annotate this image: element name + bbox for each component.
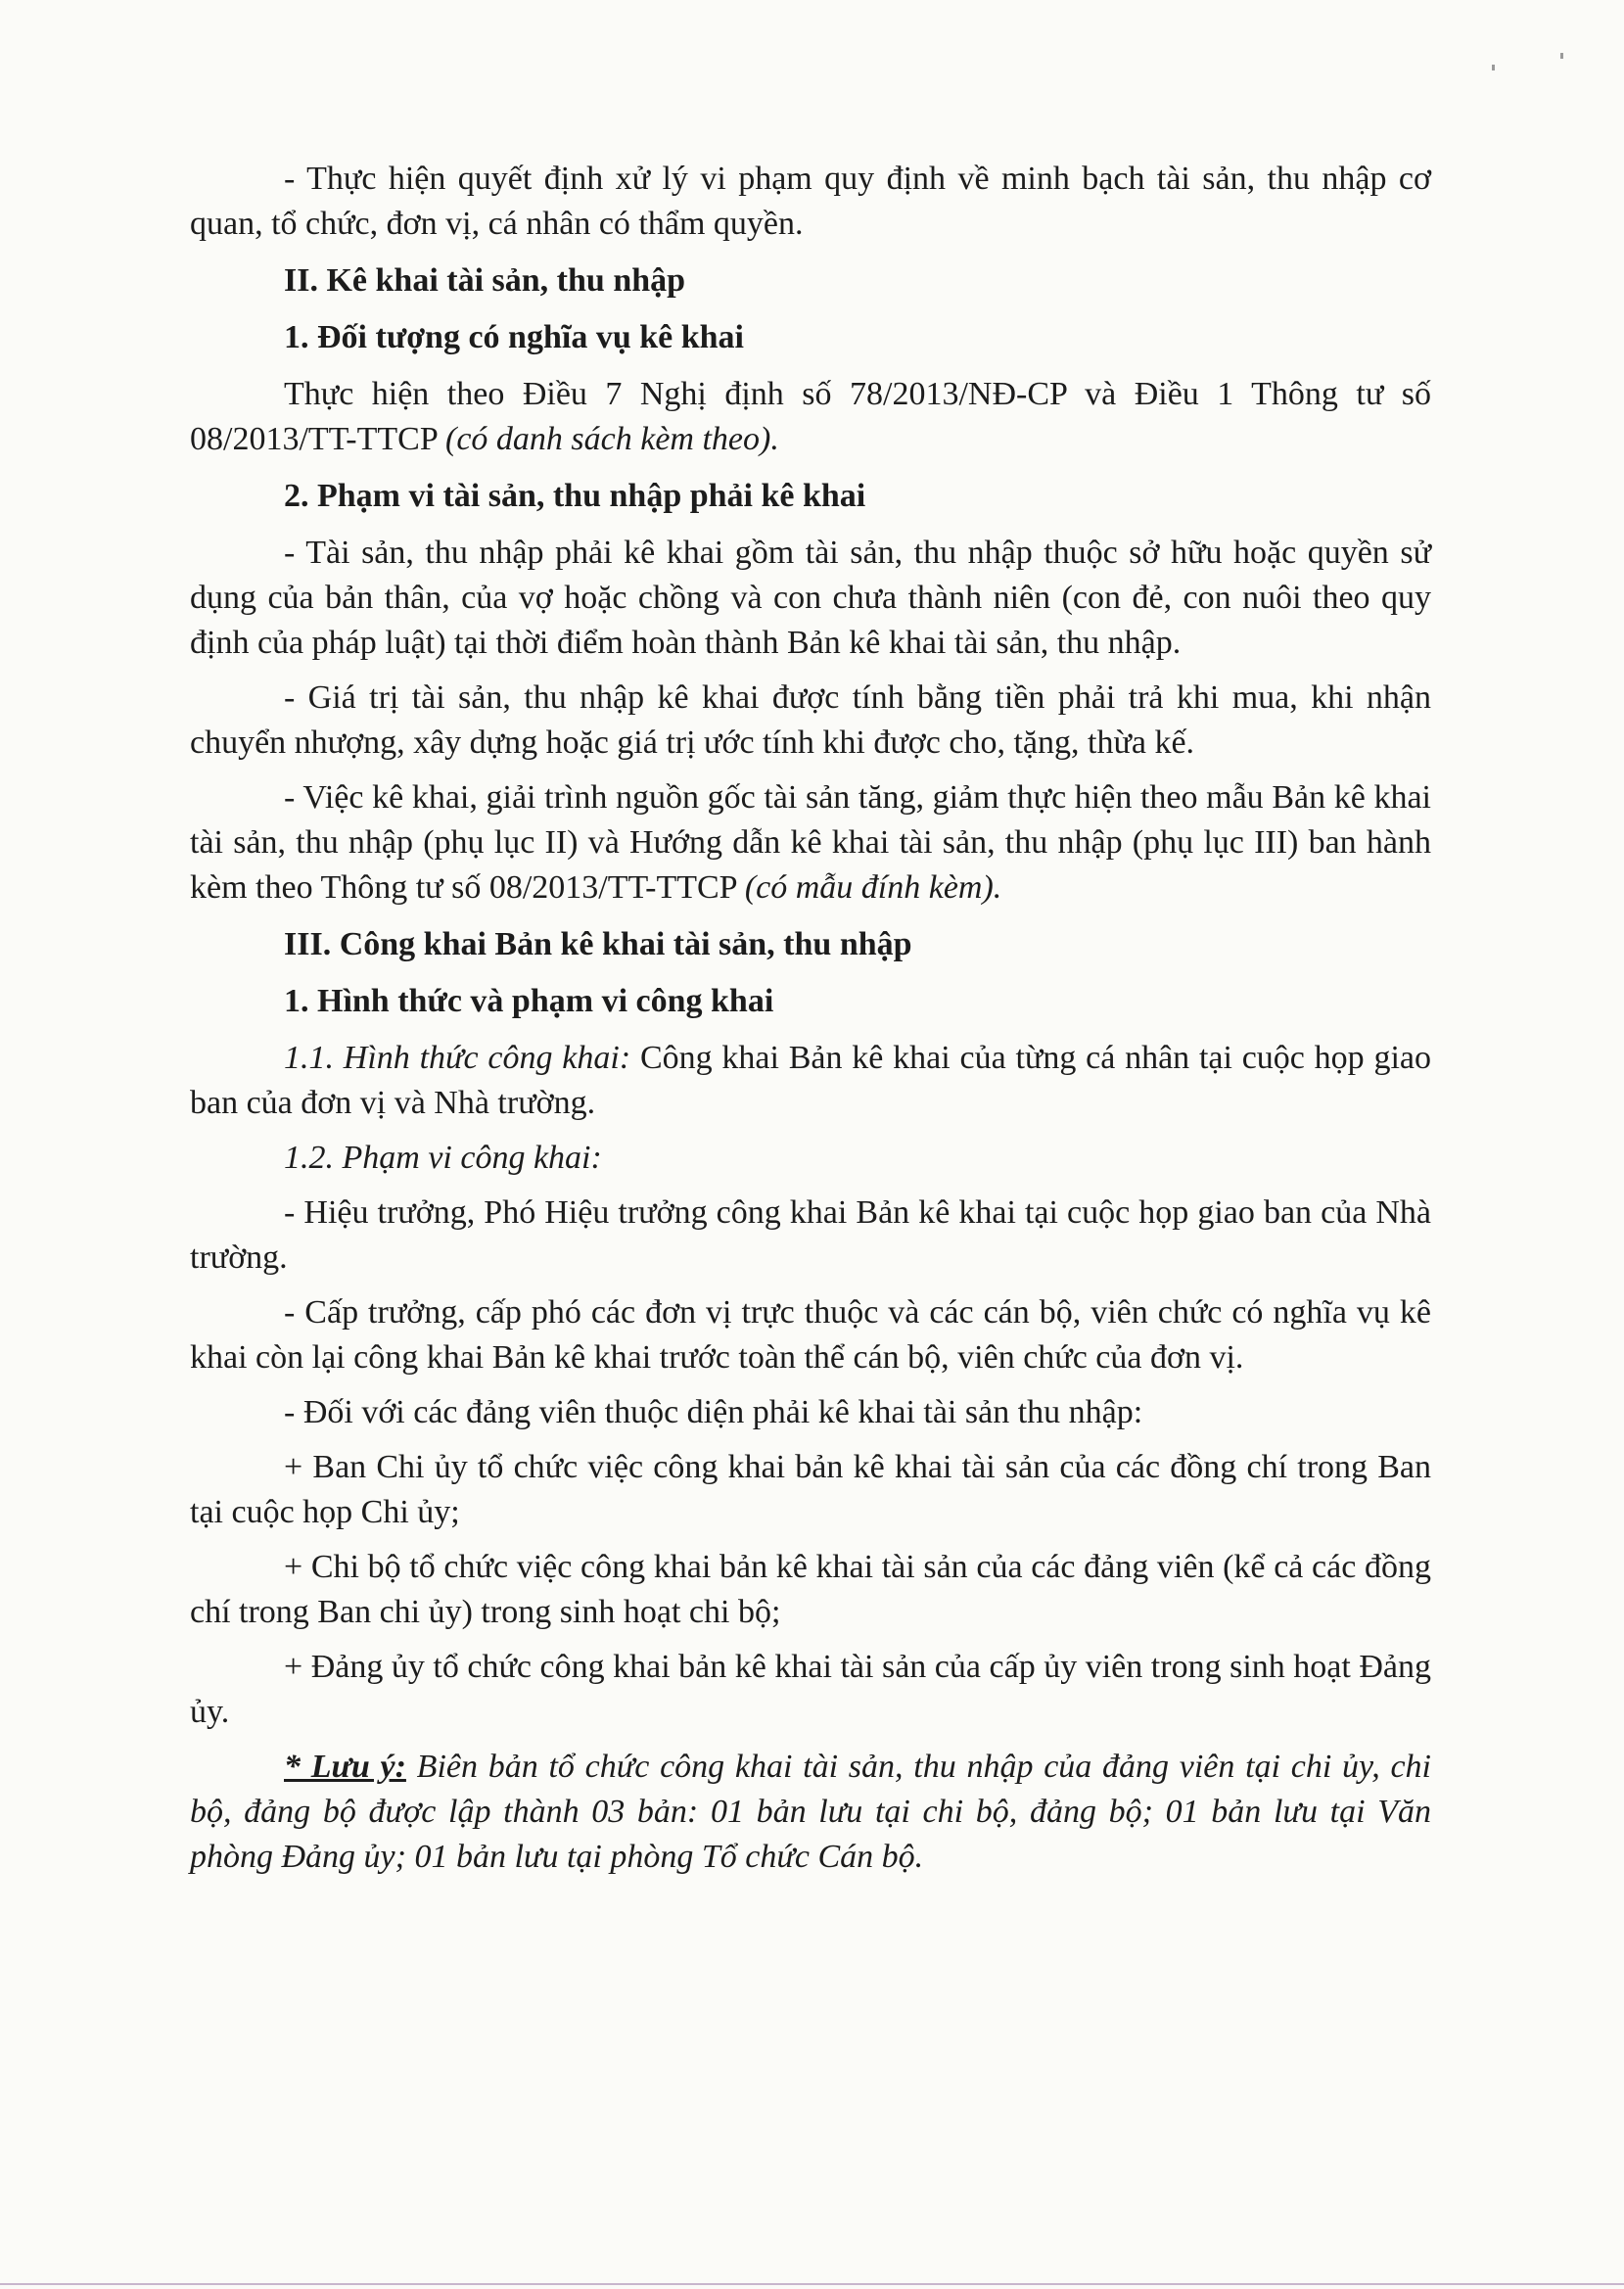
subsection-heading: 2. Phạm vi tài sản, thu nhập phải kê khai bbox=[284, 478, 866, 514]
scan-speck bbox=[1492, 65, 1495, 70]
document-body bbox=[190, 157, 1431, 1890]
paragraph-italic: 1.1. Hình thức công khai: bbox=[284, 1040, 631, 1076]
paragraph-text: Thực hiện theo Điều 7 Nghị định số 78/2013/NĐ-CP và Điều 1 Thông tư số 08/2013/TT-TTCP bbox=[190, 376, 1431, 457]
paragraph: + Ban Chi ủy tổ chức việc công khai bản kê khai tài sản của các đồng chí trong Ban tại cuộc họp Chi ủy; bbox=[190, 1449, 1431, 1530]
paragraph: 1.2. Phạm vi công khai: bbox=[284, 1140, 602, 1176]
subsection-heading: 1. Đối tượng có nghĩa vụ kê khai bbox=[284, 319, 744, 355]
paragraph bbox=[190, 372, 1431, 462]
note-paragraph bbox=[190, 1745, 1431, 1880]
page-edge-line bbox=[0, 2283, 1624, 2285]
paragraph: + Đảng ủy tổ chức công khai bản kê khai tài sản của cấp ủy viên trong sinh hoạt Đảng ủy. bbox=[190, 1649, 1431, 1730]
paragraph-italic: (có mẫu đính kèm). bbox=[744, 869, 1002, 906]
paragraph-text: - Việc kê khai, giải trình nguồn gốc tài sản tăng, giảm thực hiện theo mẫu Bản kê khai tài sản, thu nhập (phụ lục II) và Hướng dẫn kê khai tài sản, thu nhập (phụ lục III) ban hành kèm theo Thông tư số 08/2013/TT-TTCP bbox=[190, 779, 1431, 906]
paragraph: - Hiệu trưởng, Phó Hiệu trưởng công khai Bản kê khai tại cuộc họp giao ban của Nhà trường. bbox=[190, 1194, 1431, 1276]
scan-speck bbox=[1560, 53, 1563, 59]
paragraph: - Giá trị tài sản, thu nhập kê khai được tính bằng tiền phải trả khi mua, khi nhận chuyển nhượng, xây dựng hoặc giá trị ước tính khi được cho, tặng, thừa kế. bbox=[190, 679, 1431, 761]
paragraph: + Chi bộ tổ chức việc công khai bản kê khai tài sản của các đảng viên (kể cả các đồng chí trong Ban chi ủy) trong sinh hoạt chi bộ; bbox=[190, 1549, 1431, 1630]
paragraph-text: Công khai Bản kê khai của từng cá nhân tại cuộc họp giao ban của đơn vị và Nhà trường. bbox=[190, 1040, 1431, 1121]
section-heading: III. Công khai Bản kê khai tài sản, thu nhập bbox=[284, 926, 912, 962]
subsection-heading: 1. Hình thức và phạm vi công khai bbox=[284, 983, 774, 1019]
note-text: Biên bản tổ chức công khai tài sản, thu nhập của đảng viên tại chi ủy, chi bộ, đảng bộ được lập thành 03 bản: 01 bản lưu tại chi bộ, đảng bộ; 01 bản lưu tại Văn phòng Đảng ủy; 01 bản lưu tại phòng Tổ chức Cán bộ. bbox=[190, 1749, 1431, 1875]
paragraph bbox=[190, 775, 1431, 911]
paragraph: - Cấp trưởng, cấp phó các đơn vị trực thuộc và các cán bộ, viên chức có nghĩa vụ kê khai còn lại công khai Bản kê khai trước toàn thể cán bộ, viên chức của đơn vị. bbox=[190, 1294, 1431, 1376]
paragraph: - Đối với các đảng viên thuộc diện phải kê khai tài sản thu nhập: bbox=[284, 1394, 1143, 1430]
paragraph: - Thực hiện quyết định xử lý vi phạm quy định về minh bạch tài sản, thu nhập cơ quan, tổ chức, đơn vị, cá nhân có thẩm quyền. bbox=[190, 161, 1431, 242]
section-heading: II. Kê khai tài sản, thu nhập bbox=[284, 262, 686, 299]
paragraph-italic: (có danh sách kèm theo). bbox=[445, 421, 779, 457]
paragraph: - Tài sản, thu nhập phải kê khai gồm tài sản, thu nhập thuộc sở hữu hoặc quyền sử dụng của bản thân, của vợ hoặc chồng và con chưa thành niên (con đẻ, con nuôi theo quy định của pháp luật) tại thời điểm hoàn thành Bản kê khai tài sản, thu nhập. bbox=[190, 535, 1431, 661]
paragraph bbox=[190, 1036, 1431, 1126]
note-label: * Lưu ý: bbox=[284, 1749, 406, 1785]
